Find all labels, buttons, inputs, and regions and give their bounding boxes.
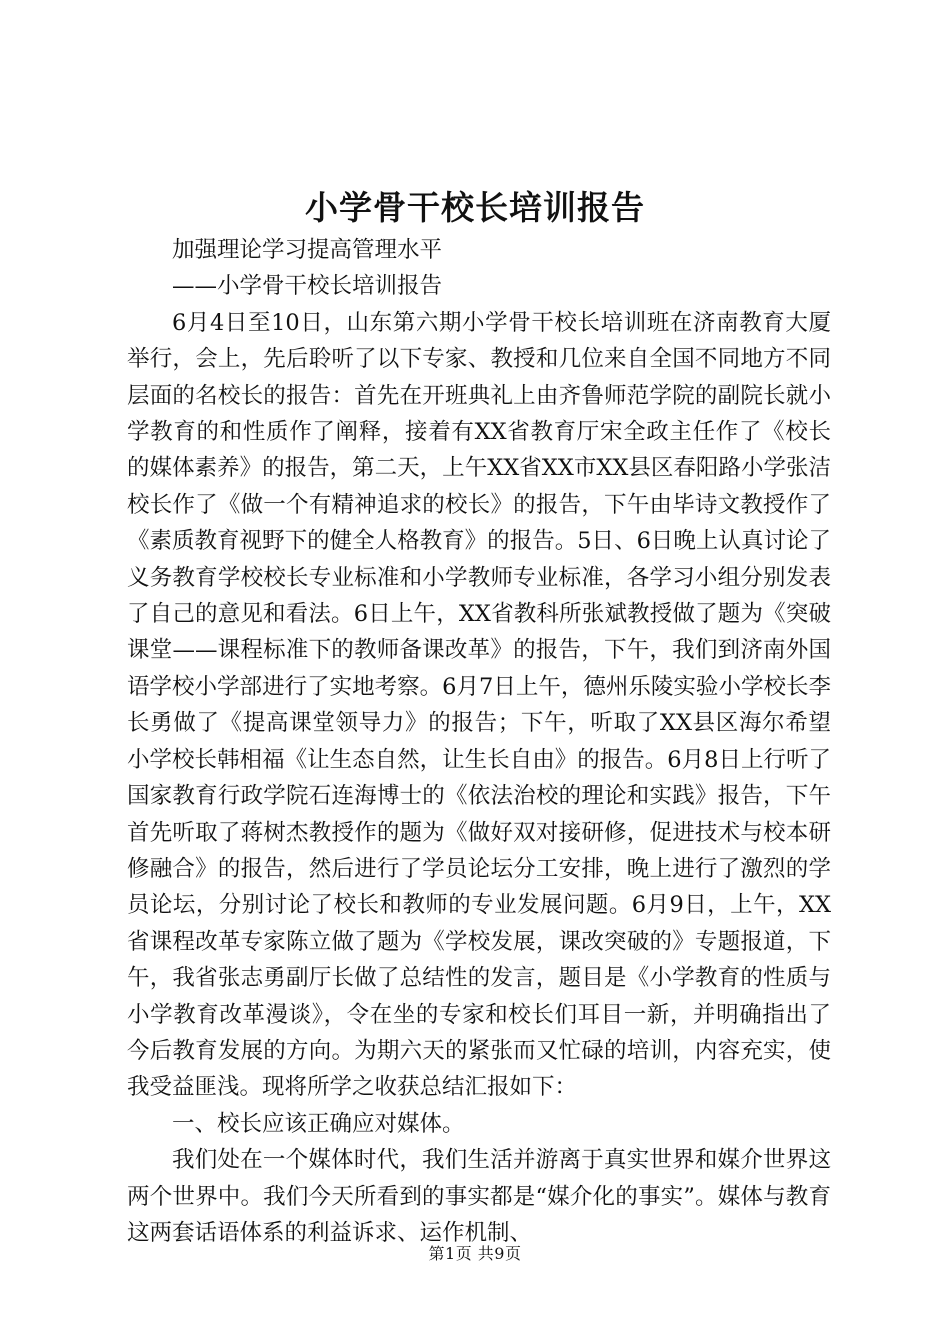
body-paragraph: 6月4日至10日，山东第六期小学骨干校长培训班在济南教育大厦举行，会上，先后聆听了以下专家、教授和几位来自全国不同地方不同层面的名校长的报告：首先在开班典礼上由齐鲁师范学院的副院长就小学教育的和性质作了阐释，接着有XX省教育厅宋全政主任作了《校长的媒体素养》的报告，第二天，上午XX省XX市XX县区春阳路小学张洁校长作了《做一个有精神追求的校长》的报告，下午由毕诗文教授作了《素质教育视野下的健全人格教育》的报告。5日、6日晚上认真讨论了义务教育学校校长专业标准和小学教师专业标准，各学习小组分别发表了自己的意见和看法。6日上午，XX省教科所张斌教授做了题为《突破课堂——课程标准下的教师备课改革》的报告，下午，我们到济南外国语学校小学部进行了实地考察。6月7日上午，德州乐陵实验小学校长李长勇做了《提高课堂领导力》的报告；下午，听取了XX县区海尔希望小学校长韩相福《让生态自然，让生长自由》的报告。6月8日上行听了国家教育行政学院石连海博士的《依法治校的理论和实践》报告，下午首先听取了蒋树杰教授作的题为《做好双对接研修，促进技术与校本研修融合》的报告，然后进行了学员论坛分工安排，晚上进行了激烈的学员论坛，分别讨论了校长和教师的专业发展问题。6月9日，上午，XX省课程改革专家陈立做了题为《学校发展，课改突破的》专题报道，下午，我省张志勇副厅长做了总结性的发言，题目是《小学教育的性质与小学教育改革漫谈》，令在坐的专家和校长们耳目一新，并明确指出了今后教育发展的方向。为期六天的紧张而又忙碌的培训，内容充实，使我受益匪浅。现将所学之收获总结汇报如下： [127,309,831,1101]
document-title: 小学骨干校长培训报告 [305,188,645,227]
subtitle-dash-line: ——小学骨干校长培训报告 [172,273,443,300]
body-paragraph: 我们处在一个媒体时代，我们生活并游离于真实世界和媒介世界这两个世界中。我们今天所看到的事实都是“媒介化的事实”。媒体与教育这两套话语体系的利益诉求、运作机制、 [127,1147,831,1246]
subtitle-line: 加强理论学习提高管理水平 [172,237,443,263]
page-footer: 第1页 共9页 [428,1244,522,1263]
document-body [127,232,831,1251]
section-heading: 一、校长应该正确应对媒体。 [172,1110,465,1137]
